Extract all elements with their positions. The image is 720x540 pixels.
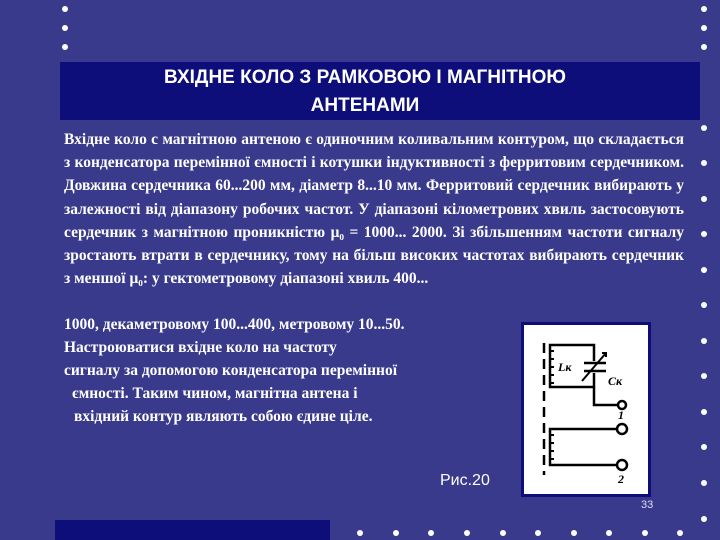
circuit-figure [521, 322, 651, 497]
decor-dot [701, 44, 707, 50]
decor-dot [701, 231, 707, 237]
decor-dot [500, 530, 506, 536]
slide-title [60, 64, 670, 120]
decor-dot [701, 267, 707, 273]
slide-title-line-2: АНТЕНАМИ [310, 95, 420, 116]
decor-dot [357, 530, 363, 536]
body-paragraph: Вхідне коло с магнітною антеною є одиночним коливальним контуром, що складається з конденсатора перемінної ємності і котушки індуктивності з ферритовим сердечником. Довжина сердечника 60...200 мм, діаметр 8...10 мм. Ферритовий сердечник вибирають у залежності від діапазону робочих частот. У діапазоні кілометрових хвиль застосовують сердечник з магнітною проникністю μ₀ = 1000... 2000. Зі збільшенням частоти сигналу зростають втрати в сердечнику, тому на більш високих частотах вибирають сердечник з меншої μ₀: у гектометровому діапазоні хвиль 400... [64, 131, 684, 288]
decor-dot [701, 409, 707, 415]
decor-dot [393, 530, 399, 536]
capacitor-label: Cк [608, 374, 623, 388]
decor-dot [677, 530, 683, 536]
text-line: сигналу за допомогою конденсатора перемінної [64, 362, 398, 379]
decor-dot [701, 25, 707, 31]
decor-dot [701, 516, 707, 522]
page-number: 33 [641, 499, 654, 511]
circuit-diagram [524, 325, 648, 494]
decor-dot [62, 44, 68, 50]
inductor-label: Lк [558, 360, 572, 374]
decor-dot [701, 373, 707, 379]
text-line: 1000, декаметровому 100...400, метровому 10...50. [64, 316, 405, 333]
terminal-2-label: 2 [618, 472, 624, 486]
decor-dot [701, 302, 707, 308]
text-line: ємності. Таким чином, магнітна антена і [72, 385, 358, 402]
decor-dot [62, 6, 68, 12]
terminal-1-label: 1 [618, 408, 624, 422]
decor-dot [701, 444, 707, 450]
body-continuation [64, 313, 504, 428]
text-line: вхідний контур являють собою єдине ціле. [74, 408, 373, 425]
decor-dot [62, 25, 68, 31]
slide-title-line-1: ВХІДНЕ КОЛО З РАМКОВОЮ І МАГНІТНОЮ [163, 67, 567, 88]
decor-dot [701, 160, 707, 166]
figure-caption: Рис.20 [440, 472, 490, 489]
decor-dot [571, 530, 577, 536]
decor-dot [701, 338, 707, 344]
decor-dot [701, 196, 707, 202]
decor-dot [428, 530, 434, 536]
decor-dot [701, 125, 707, 131]
terminal-2 [617, 460, 627, 470]
decor-dot [642, 530, 648, 536]
decor-dot [464, 530, 470, 536]
decor-dot [701, 480, 707, 486]
text-line: Настроюватися вхідне коло на частоту [64, 339, 337, 356]
decor-dot [535, 530, 541, 536]
decor-dot [701, 6, 707, 12]
terminal-1 [617, 424, 627, 434]
bottom-bar [55, 520, 330, 540]
decor-dot [606, 530, 612, 536]
